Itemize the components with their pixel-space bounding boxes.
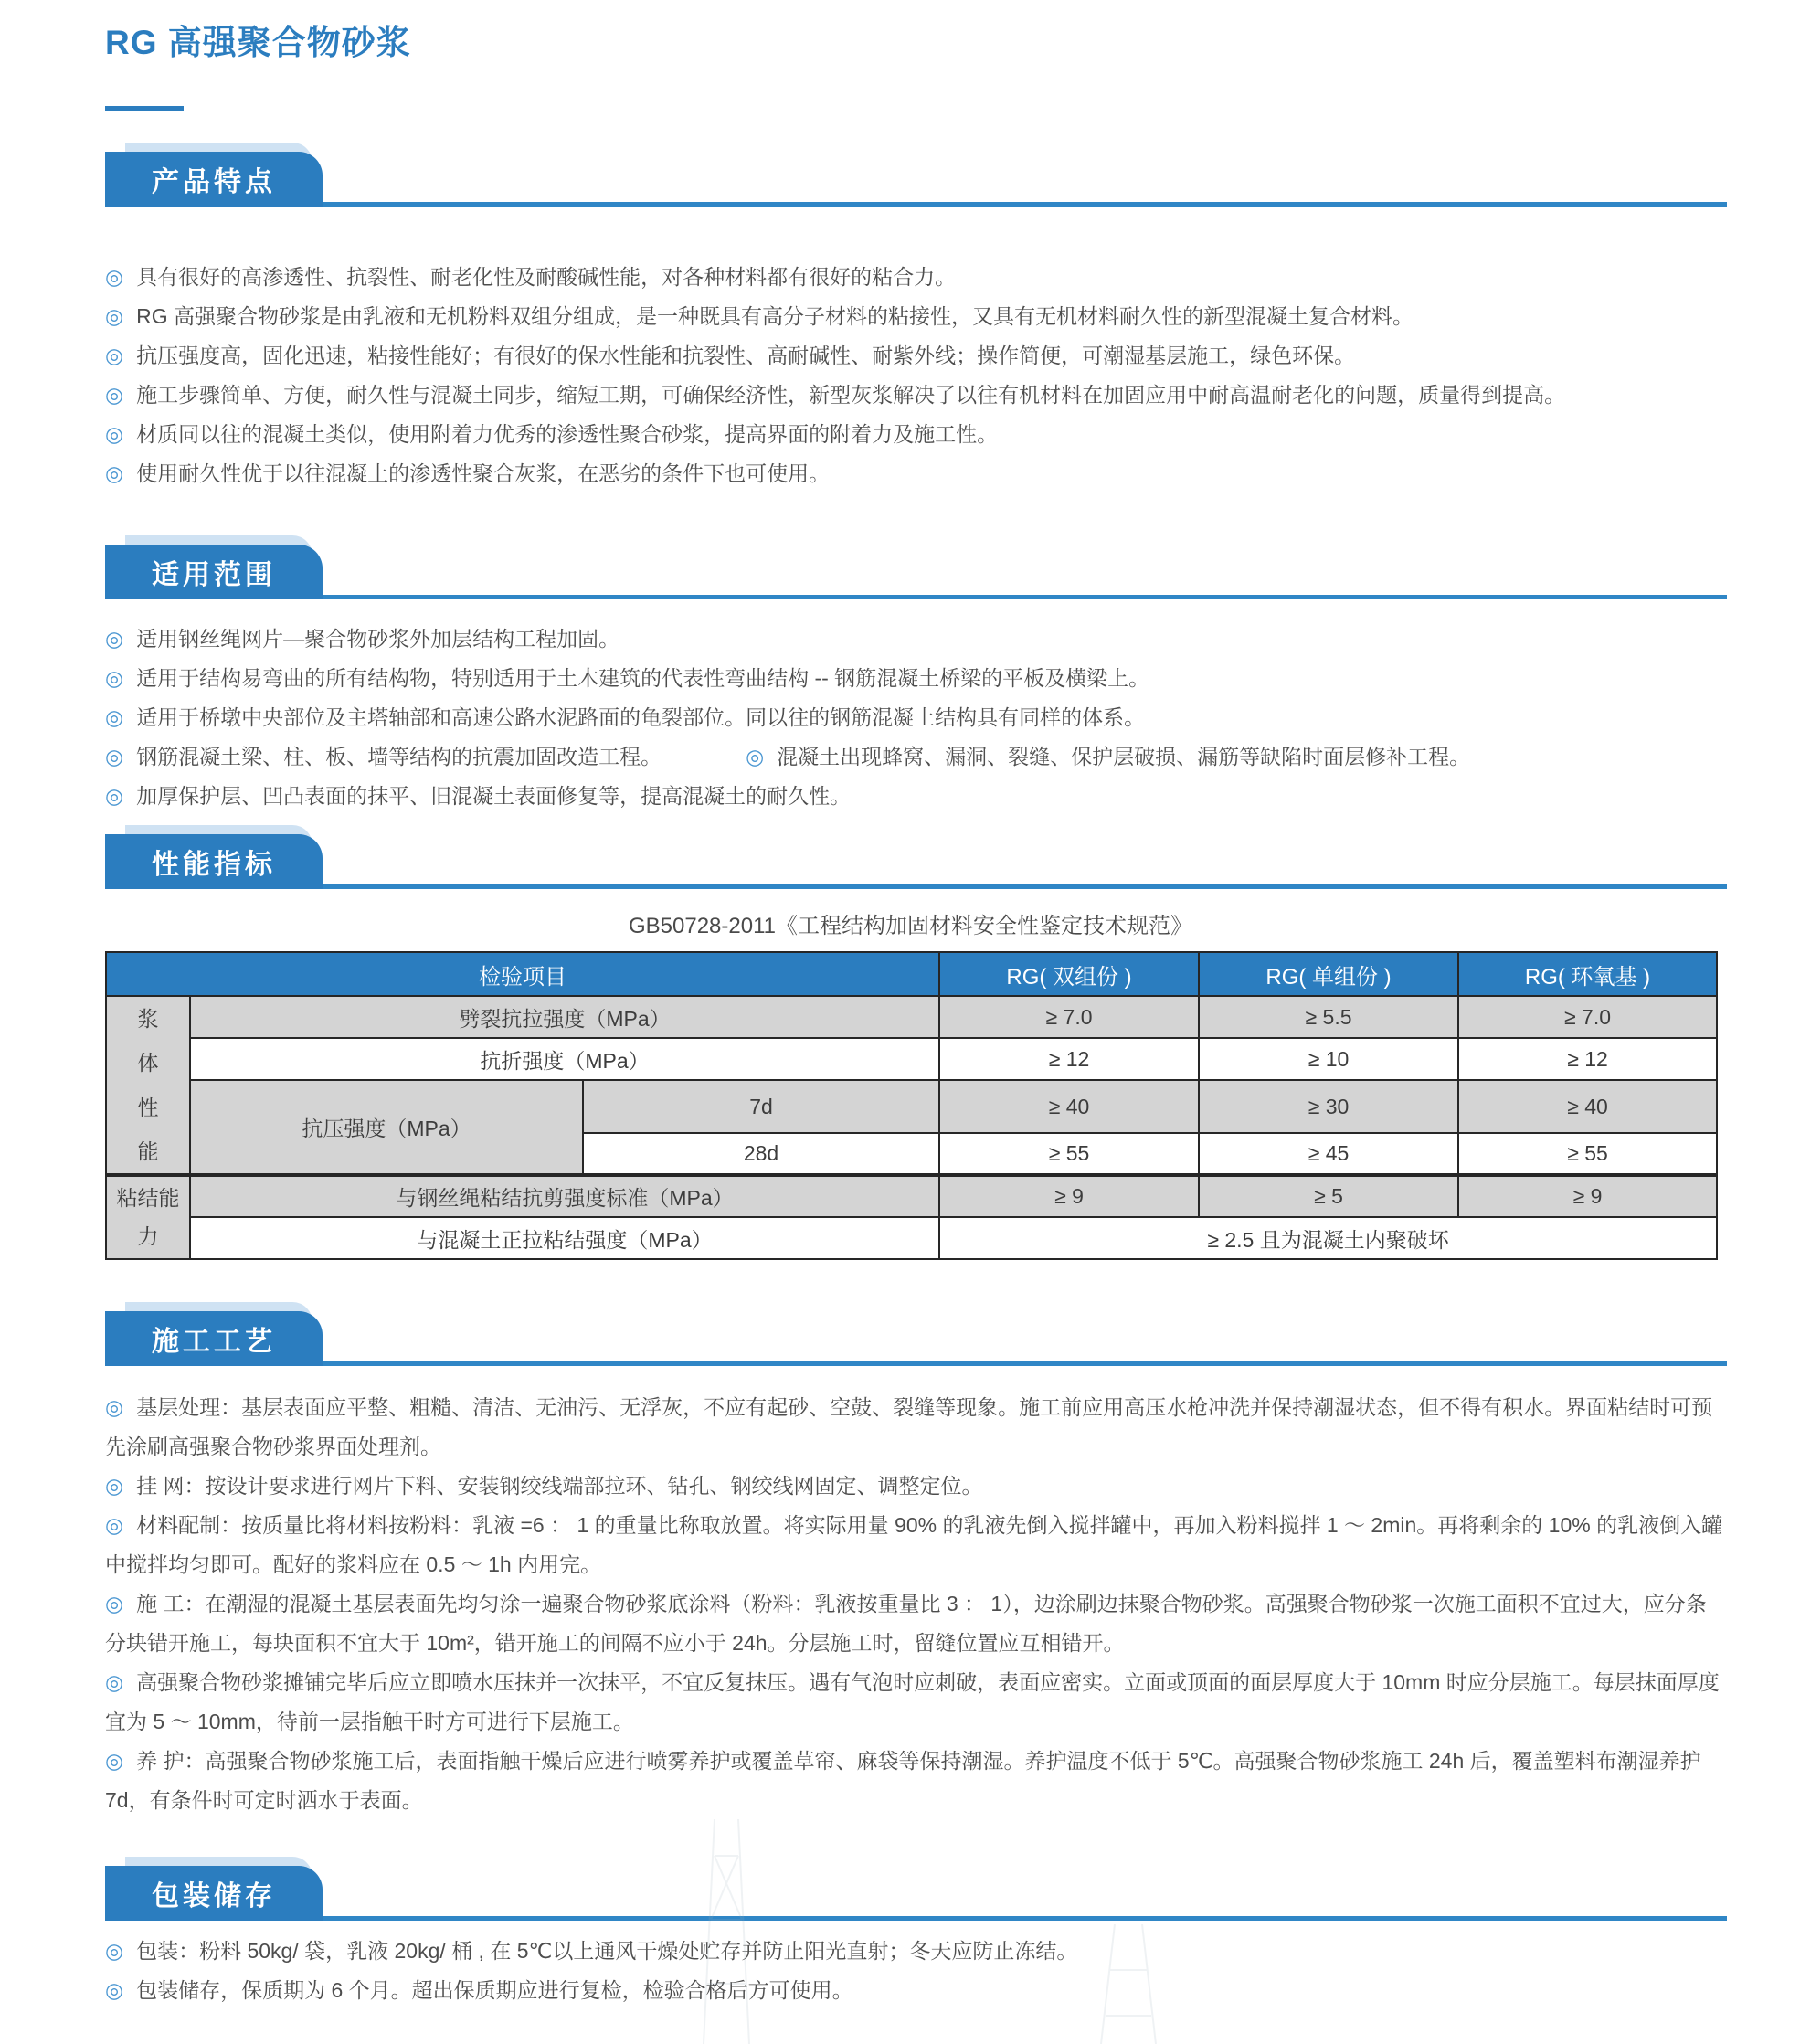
table-header-row xyxy=(106,952,1717,996)
section-header-features xyxy=(105,148,1727,207)
bullet-text: 材料配制：按质量比将材料按粉料：乳液 =6 ： 1 的重量比称取放置。将实际用量 90% 的乳液先倒入搅拌罐中，再加入粉料搅拌 1 ～ 2min。再将剩余的 10% 的乳液倒入罐中搅拌均匀即可。配好的浆料应在 0.5 ～ 1h 内用完。 xyxy=(105,1513,1723,1577)
value-cell: ≥ 10 xyxy=(1199,1038,1458,1080)
bullet-icon: ◎ xyxy=(746,745,765,768)
row-group-bonding xyxy=(106,1175,190,1259)
header-rule xyxy=(105,884,1727,889)
bullet-text: 高强聚合物砂浆摊铺完毕后应立即喷水压抹并一次抹平，不宜反复抹压。遇有气泡时应刺破，表面应密实。立面或顶面的面层厚度大于 10mm 时应分层施工。每层抹面厚度宜为 5 ～ 10mm，待前一层指触干时方可进行下层施工。 xyxy=(105,1670,1720,1734)
header-rule xyxy=(105,1916,1727,1921)
section-title-badge xyxy=(105,152,323,207)
bullet-text: 养 护：高强聚合物砂浆施工后，表面指触干燥后应进行喷雾养护或覆盖草帘、麻袋等保持潮湿。养护温度不低于 5℃。高强聚合物砂浆施工 24h 后，覆盖塑料布潮湿养护 7d，有条件时可定时洒水于表面。 xyxy=(105,1749,1701,1813)
bullet-text: 包装储存，保质期为 6 个月。超出保质期应进行复检，检验合格后方可使用。 xyxy=(136,1978,853,2003)
section-process xyxy=(105,1308,1727,1820)
header-rule xyxy=(105,202,1727,207)
section-title-badge xyxy=(105,1866,323,1921)
bullet-icon: ◎ xyxy=(105,1592,124,1616)
bullet-icon: ◎ xyxy=(105,1474,124,1499)
section-header-performance xyxy=(105,831,1727,889)
bullet-text: 适用于桥墩中央部位及主塔轴部和高速公路水泥路面的龟裂部位。同以往的钢筋混凝土结构具有同样的体系。 xyxy=(136,705,1146,729)
section-title: 包装储存 xyxy=(152,1881,276,1912)
bullet-item xyxy=(105,1742,1727,1820)
section-title: 施工工艺 xyxy=(152,1327,276,1358)
column-header-rg-one-part: RG( 单组份 ) xyxy=(1199,952,1458,996)
value-cell: ≥ 7.0 xyxy=(1458,996,1717,1038)
bullet-icon: ◎ xyxy=(105,461,124,485)
value-cell: ≥ 40 xyxy=(1458,1080,1717,1133)
value-cell: ≥ 45 xyxy=(1199,1133,1458,1175)
performance-table xyxy=(105,951,1718,1260)
section-title-badge xyxy=(105,1311,323,1366)
bullet-item xyxy=(105,376,1727,415)
bullet-icon: ◎ xyxy=(105,265,124,289)
bullet-text: 适用钢丝绳网片—聚合物砂浆外加层结构工程加固。 xyxy=(136,627,620,651)
bullet-icon: ◎ xyxy=(105,304,124,328)
bullet-text: 具有很好的高渗透性、抗裂性、耐老化性及耐酸碱性能，对各种材料都有很好的粘合力。 xyxy=(136,265,957,289)
bullet-icon: ◎ xyxy=(105,1749,124,1774)
column-header-rg-two-part: RG( 双组份 ) xyxy=(939,952,1199,996)
bullet-item xyxy=(105,415,1727,454)
column-header-rg-epoxy: RG( 环氧基 ) xyxy=(1458,952,1717,996)
test-item: 劈裂抗拉强度（MPa） xyxy=(190,996,939,1038)
row-group-label: 浆体性能 xyxy=(137,1007,159,1163)
value-cell: ≥ 55 xyxy=(939,1133,1199,1175)
page xyxy=(0,15,1800,2010)
section-title: 产品特点 xyxy=(152,167,276,197)
test-item: 与混凝土正拉粘结强度（MPa） xyxy=(190,1217,939,1259)
bullet-text: RG 高强聚合物砂浆是由乳液和无机粉料双组分组成，是一种既具有高分子材料的粘接性，又具有无机材料耐久性的新型混凝土复合材料。 xyxy=(136,304,1414,328)
section-header-packaging xyxy=(105,1862,1727,1921)
test-item: 抗折强度（MPa） xyxy=(190,1038,939,1080)
bullet-icon: ◎ xyxy=(105,422,124,446)
bullet-text: 挂 网：按设计要求进行网片下料、安装钢绞线端部拉环、钻孔、钢绞线网固定、调整定位。 xyxy=(136,1474,983,1499)
bullet-icon: ◎ xyxy=(105,666,124,690)
bullet-item xyxy=(105,336,1727,376)
bullet-icon: ◎ xyxy=(105,344,124,367)
row-group-slurry xyxy=(106,996,190,1175)
bullet-item xyxy=(105,659,1727,698)
section-header-scope xyxy=(105,541,1727,599)
page-title: RG 高强聚合物砂浆 xyxy=(105,24,411,61)
section-title: 性能指标 xyxy=(152,850,276,880)
value-cell: ≥ 30 xyxy=(1199,1080,1458,1133)
test-sub-item: 28d xyxy=(583,1133,939,1175)
bullet-text: 使用耐久性优于以往混凝土的渗透性聚合灰浆，在恶劣的条件下也可使用。 xyxy=(136,461,831,485)
standard-reference: GB50728-2011《工程结构加固材料安全性鉴定技术规范》 xyxy=(628,914,1192,938)
value-cell-merged: ≥ 2.5 且为混凝土内聚破坏 xyxy=(939,1217,1717,1259)
bullet-text: 施工步骤简单、方便，耐久性与混凝土同步，缩短工期，可确保经济性，新型灰浆解决了以往有机材料在加固应用中耐高温耐老化的问题，质量得到提高。 xyxy=(136,383,1566,407)
column-header-item: 检验项目 xyxy=(106,952,939,996)
bullet-item xyxy=(105,1971,1727,2010)
value-cell: ≥ 5 xyxy=(1199,1175,1458,1217)
test-item: 抗压强度（MPa） xyxy=(190,1080,583,1175)
test-item: 与钢丝绳粘结抗剪强度标准（MPa） xyxy=(190,1175,939,1217)
bullet-text: 包装：粉料 50kg/ 袋，乳液 20kg/ 桶 , 在 5℃以上通风干燥处贮存并防止阳光直射；冬天应防止冻结。 xyxy=(136,1939,1078,1964)
bullet-icon: ◎ xyxy=(105,705,124,729)
value-cell: ≥ 5.5 xyxy=(1199,996,1458,1038)
table-row xyxy=(106,996,1717,1038)
bullet-icon: ◎ xyxy=(105,383,124,407)
bullet-icon: ◎ xyxy=(105,1939,124,1964)
features-list xyxy=(105,258,1727,493)
bullet-text: 基层处理：基层表面应平整、粗糙、清洁、无油污、无浮灰，不应有起砂、空鼓、裂缝等现象。施工前应用高压水枪冲洗并保持潮湿状态，但不得有积水。界面粘结时可预先涂刷高强聚合物砂浆界面处理剂。 xyxy=(105,1395,1713,1459)
bullet-item xyxy=(105,1388,1727,1467)
bullet-icon: ◎ xyxy=(105,745,124,768)
value-cell: ≥ 55 xyxy=(1458,1133,1717,1175)
bullet-item xyxy=(105,297,1727,336)
bullet-item xyxy=(105,454,1727,493)
section-title: 适用范围 xyxy=(152,560,276,590)
value-cell: ≥ 9 xyxy=(1458,1175,1717,1217)
header-rule xyxy=(105,595,1727,599)
value-cell: ≥ 7.0 xyxy=(939,996,1199,1038)
value-cell: ≥ 12 xyxy=(939,1038,1199,1080)
bullet-item xyxy=(105,1663,1727,1742)
bullet-text: 材质同以往的混凝土类似，使用附着力优秀的渗透性聚合砂浆，提高界面的附着力及施工性。 xyxy=(136,422,999,446)
section-features xyxy=(105,148,1727,493)
table-row xyxy=(106,1175,1717,1217)
bullet-text: 混凝土出现蜂窝、漏洞、裂缝、保护层破损、漏筋等缺陷时面层修补工程。 xyxy=(777,745,1471,768)
value-cell: ≥ 12 xyxy=(1458,1038,1717,1080)
process-list xyxy=(105,1388,1727,1820)
bullet-item-pair xyxy=(105,737,1727,777)
bullet-icon: ◎ xyxy=(105,1395,124,1420)
bullet-item xyxy=(105,1467,1727,1506)
table-row xyxy=(106,1217,1717,1259)
bullet-item xyxy=(105,1506,1727,1584)
bullet-item xyxy=(105,620,1727,659)
bullet-item xyxy=(105,1584,1727,1663)
scope-list xyxy=(105,620,1727,816)
bullet-item xyxy=(105,258,1727,297)
bullet-item xyxy=(105,777,1727,816)
section-packaging xyxy=(105,1862,1727,2010)
bullet-icon: ◎ xyxy=(105,1978,124,2003)
table-row xyxy=(106,1038,1717,1080)
bullet-icon: ◎ xyxy=(105,627,124,651)
bullet-text: 加厚保护层、凹凸表面的抹平、旧混凝土表面修复等，提高混凝土的耐久性。 xyxy=(136,784,852,808)
packaging-list xyxy=(105,1932,1727,2010)
value-cell: ≥ 9 xyxy=(939,1175,1199,1217)
section-scope xyxy=(105,541,1727,816)
bullet-text: 抗压强度高，固化迅速，粘接性能好；有很好的保水性能和抗裂性、高耐碱性、耐紫外线；操作简便，可潮湿基层施工，绿色环保。 xyxy=(136,344,1356,367)
test-sub-item: 7d xyxy=(583,1080,939,1133)
section-header-process xyxy=(105,1308,1727,1366)
bullet-text: 施 工：在潮湿的混凝土基层表面先均匀涂一遍聚合物砂浆底涂料（粉料：乳液按重量比 3 ： 1），边涂刷边抹聚合物砂浆。高强聚合物砂浆一次施工面积不宜过大，应分条分块错开施工，每块面积不宜大于 10m²，错开施工的间隔不应小于 24h。分层施工时，留缝位置应互相错开。 xyxy=(105,1592,1707,1656)
title-dash xyxy=(105,106,184,111)
bullet-icon: ◎ xyxy=(105,1670,124,1695)
section-title-badge xyxy=(105,834,323,889)
bullet-icon: ◎ xyxy=(105,1513,124,1538)
bullet-icon: ◎ xyxy=(105,784,124,808)
row-group-label: 粘结能力 xyxy=(116,1186,180,1248)
section-performance xyxy=(105,831,1727,1260)
table-row xyxy=(106,1080,1717,1133)
header-rule xyxy=(105,1361,1727,1366)
bullet-text: 适用于结构易弯曲的所有结构物，特别适用于土木建筑的代表性弯曲结构 -- 钢筋混凝土桥梁的平板及横梁上。 xyxy=(136,666,1150,690)
value-cell: ≥ 40 xyxy=(939,1080,1199,1133)
section-title-badge xyxy=(105,545,323,599)
bullet-text: 钢筋混凝土梁、柱、板、墙等结构的抗震加固改造工程。 xyxy=(136,745,662,768)
bullet-item xyxy=(105,1932,1727,1971)
bullet-item xyxy=(105,698,1727,737)
